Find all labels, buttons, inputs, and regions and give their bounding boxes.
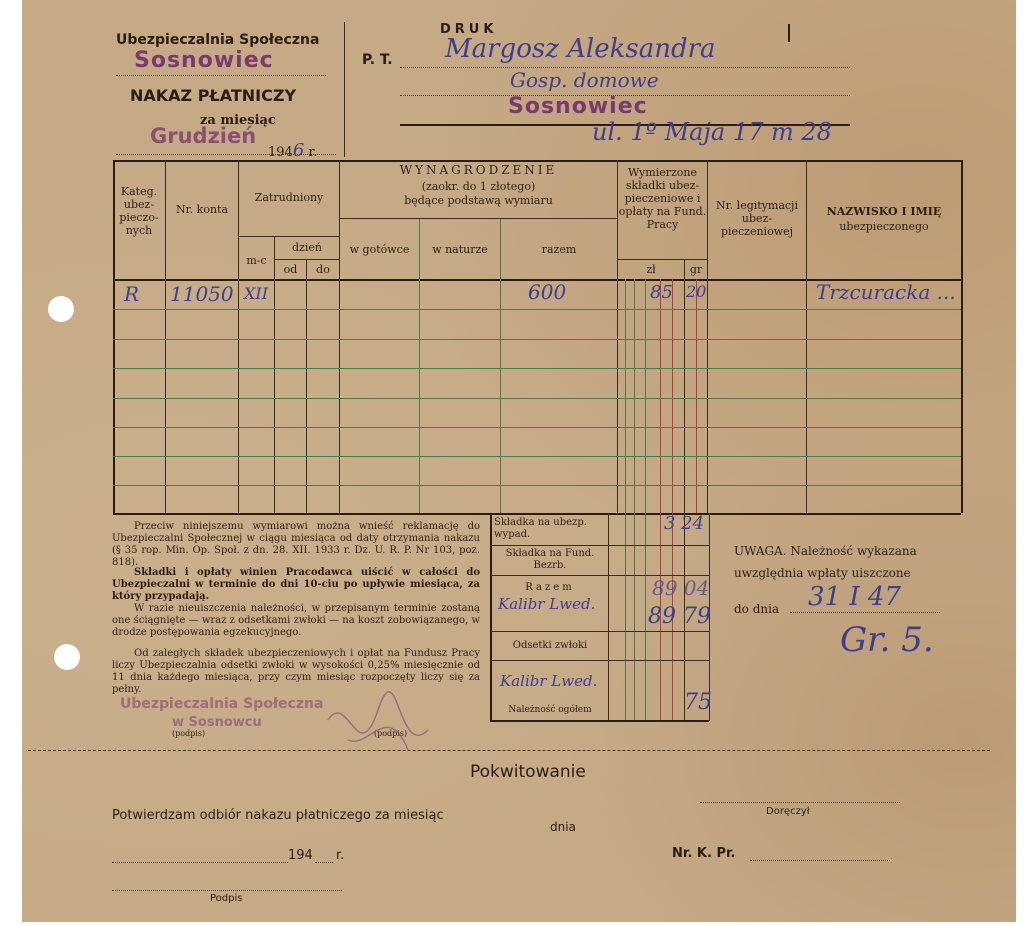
col-header-naturze: w naturze xyxy=(432,243,488,256)
row-line xyxy=(113,309,961,310)
podpis-label-2: (podpis) xyxy=(374,729,408,738)
col-divider xyxy=(238,160,239,513)
col-header-dzien: dzień xyxy=(292,241,322,254)
summary-naleznosc: Należność ogółem xyxy=(508,705,592,715)
dotted-line xyxy=(116,75,326,76)
institution-stamp: Ubezpieczalnia Społeczna xyxy=(120,696,324,712)
summary-skladka-fund: Składka na Fund. Bezrb. xyxy=(505,548,595,571)
summary-bottom-border xyxy=(490,720,709,722)
year-prefix: 194 xyxy=(268,145,293,160)
cell-razem: 600 xyxy=(528,280,567,304)
col-divider xyxy=(339,160,340,513)
institution-name: Ubezpieczalnia Społeczna xyxy=(116,32,320,48)
pt-label: P. T. xyxy=(362,52,393,68)
col-header-zl: zł xyxy=(646,263,656,276)
cell-mc: XII xyxy=(244,284,269,303)
header-mark xyxy=(788,24,790,42)
receipt-dnia: dnia xyxy=(550,820,576,834)
month-stamp: Grudzień xyxy=(150,124,257,148)
punch-hole xyxy=(48,296,74,322)
header-subline xyxy=(238,236,339,237)
table-bottom-border xyxy=(113,513,961,515)
form-title: NAKAZ PŁATNICZY xyxy=(130,86,297,105)
uwaga-date: 31 I 47 xyxy=(808,582,901,612)
summary-naleznosc-value: 75 xyxy=(684,690,712,715)
col-divider xyxy=(672,279,673,513)
year-handwritten: 6 xyxy=(292,140,305,161)
cell-kateg: R xyxy=(124,282,140,306)
col-header-wymierzone: Wymierzone składki ubez-pieczeniowe i opłaty na Fund. Pracy xyxy=(618,166,707,231)
summary-skladka-ubezp-value: 3 24 xyxy=(664,513,705,534)
col-header-wynagrodzenie-sub2: będące podstawą wymiaru xyxy=(404,194,553,207)
receipt-confirm: Potwierdzam odbiór nakazu płatniczego za miesiąc xyxy=(112,808,444,823)
addressee-name: Margosz Aleksandra xyxy=(445,34,716,64)
summary-row-line xyxy=(490,545,709,546)
institution-stamp-city: w Sosnowcu xyxy=(172,715,262,730)
col-divider xyxy=(274,236,275,513)
col-header-nr-legit: Nr. legitymacji ubez-pieczeniowej xyxy=(716,199,798,238)
druk-label: DRUK xyxy=(440,22,498,37)
city-stamp: Sosnowiec xyxy=(134,48,274,73)
receipt-podpis: Podpis xyxy=(210,893,243,904)
col-divider xyxy=(634,279,635,513)
addressee-occupation: Gosp. domowe xyxy=(510,68,659,92)
col-header-wynagrodzenie-sub1: (zaokr. do 1 złotego) xyxy=(421,180,536,193)
col-divider xyxy=(419,218,420,513)
dotted-line xyxy=(116,154,336,155)
dotted-line xyxy=(790,612,940,613)
uwaga-do-dnia: do dnia xyxy=(734,602,780,616)
col-divider xyxy=(696,279,697,513)
dotted-line xyxy=(700,802,900,803)
uwaga-note: UWAGA. Należność wykazana uwzględnia wpłaty uiszczone xyxy=(734,544,917,580)
col-header-razem: razem xyxy=(541,243,577,256)
header-divider xyxy=(344,22,345,157)
col-header-mc: m-c xyxy=(246,254,267,267)
signature-scribble xyxy=(318,680,438,780)
addressee-city-stamp: Sosnowiec xyxy=(508,94,648,119)
row-line xyxy=(113,456,961,457)
table-right-border xyxy=(961,160,963,513)
col-header-gotowce: w gotówce xyxy=(349,243,410,256)
receipt-doreczyl: Doręczył xyxy=(766,806,810,817)
header-subline xyxy=(274,259,339,260)
cell-zl: 85 xyxy=(650,282,673,303)
col-divider xyxy=(306,259,307,513)
cell-gr: 20 xyxy=(686,282,707,301)
legal-p3: W razie nieuiszczenia należności, w przepisanym terminie zostaną one ściągnięte — wraz z odsetkami zwłoki — na koszt zobowiązanego, w drodze postępowania egzekucyjnego. xyxy=(112,603,480,638)
col-header-nr-konta: Nr. konta xyxy=(175,203,229,216)
summary-corrected-value: 89 79 xyxy=(648,604,711,629)
addressee-street: ul. 1º Maja 17 m 28 xyxy=(592,118,832,146)
header-subline xyxy=(617,259,707,260)
col-divider xyxy=(500,218,501,513)
summary-stamp-sign-2: Kalibr Lwed. xyxy=(500,672,598,690)
podpis-label-1: (podpis) xyxy=(172,729,206,738)
cell-nazwisko: Trzcuracka ... xyxy=(816,280,956,304)
col-divider xyxy=(660,279,661,513)
table-top-border xyxy=(113,160,961,162)
summary-odsetki: Odsetki zwłoki xyxy=(512,640,588,651)
receipt-year: 194 xyxy=(288,848,313,863)
col-header-wynagrodzenie: WYNAGRODZENIE xyxy=(399,163,558,177)
year-suffix: r. xyxy=(308,145,318,160)
summary-razem-value: 89 04 xyxy=(652,576,710,600)
row-line xyxy=(113,339,961,340)
tear-off-line xyxy=(28,750,990,751)
summary-row-line xyxy=(490,631,709,632)
summary-razem: Razem xyxy=(525,582,575,593)
summary-skladka-ubezp: Składka na ubezp. wypad. xyxy=(494,517,587,540)
legal-p2: Składki i opłaty winien Pracodawca uiścić w całości do Ubezpieczalni w terminie do dni 10-ciu po upływie miesiąca, za który przypadają. xyxy=(112,567,480,602)
receipt-nr-kpr: Nr. K. Pr. xyxy=(672,846,736,861)
col-header-do: do xyxy=(316,263,330,276)
col-header-zatrudniony: Zatrudniony xyxy=(254,191,324,204)
dotted-line xyxy=(112,890,342,891)
uwaga-note-hand: Gr. 5. xyxy=(840,620,934,660)
col-divider xyxy=(684,259,685,513)
dotted-line xyxy=(315,862,333,863)
punch-hole xyxy=(54,644,80,670)
col-header-nazwisko: NAZWISKO I IMIĘ xyxy=(826,205,942,218)
col-header-nazwisko-sub: ubezpieczonego xyxy=(839,220,929,233)
col-header-gr: gr xyxy=(689,263,703,276)
receipt-title: Pokwitowanie xyxy=(470,762,586,782)
summary-stamp-sign: Kalibr Lwed. xyxy=(498,595,596,613)
legal-p1: Przeciw niniejszemu wymiarowi można wnieść reklamację do Ubezpieczalni Społecznej w ciągu miesiąca od daty otrzymania nakazu (§ 35 rop. Min. Op. Społ. z dn. 28. XII. 1933 r. Dz. U. R. P. Nr 103, poz. 818). xyxy=(112,521,480,568)
header-subline xyxy=(339,218,617,219)
row-line xyxy=(113,485,961,486)
legal-p4: Od zaległych składek ubezpieczeniowych i opłat na Fundusz Pracy liczy Ubezpieczalnia odsetki zwłoki w wysokości 0,25% miesięcznie od 11 dnia każdego miesiąca, przy czym miesiąc rozpoczęty liczy się za pełny. xyxy=(112,648,480,695)
row-line xyxy=(113,427,961,428)
row-line xyxy=(113,398,961,399)
receipt-year-r: r. xyxy=(336,848,345,863)
row-line xyxy=(113,368,961,369)
col-header-od: od xyxy=(283,263,298,276)
col-divider xyxy=(645,279,646,513)
col-header-kateg: Kateg. ubez-pieczo-nych xyxy=(119,185,159,237)
cell-konto: 11050 xyxy=(170,282,234,306)
col-divider xyxy=(625,279,626,513)
year-field xyxy=(268,140,317,161)
dotted-line xyxy=(750,860,890,861)
summary-row-line xyxy=(490,660,709,661)
month-label: za miesiąc xyxy=(200,113,276,128)
dotted-line xyxy=(112,862,288,863)
